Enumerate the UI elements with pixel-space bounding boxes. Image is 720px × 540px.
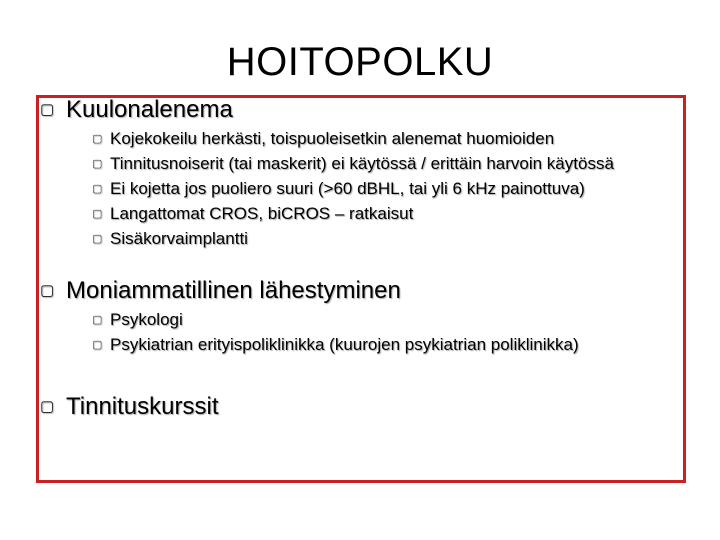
section-items-list [92, 309, 680, 356]
section-heading-tinnituskurssit [40, 393, 680, 421]
spacer [40, 359, 680, 393]
square-bullet-icon: ▢ [40, 282, 55, 299]
list-item-text: Sisäkorvaimplantti [110, 229, 248, 248]
list-item-text: Psykiatrian erityispoliklinikka (kuurojen psykiatrian poliklinikka) [110, 335, 579, 354]
section-heading-text: Moniammatillinen lähestyminen [66, 277, 401, 304]
square-bullet-icon: ▢ [92, 339, 103, 351]
section-heading-kuulonalenema [40, 96, 680, 124]
list-item [92, 178, 680, 200]
list-item-text: Kojekokeilu herkästi, toispuoleisetkin alenemat huomioiden [110, 129, 555, 148]
section-heading-text: Tinnituskurssit [66, 393, 219, 420]
square-bullet-icon: ▢ [92, 314, 103, 326]
square-bullet-icon: ▢ [92, 208, 103, 220]
list-item-text: Ei kojetta jos puoliero suuri (>60 dBHL, tai yli 6 kHz painottuva) [110, 179, 585, 198]
list-item [92, 203, 680, 225]
square-bullet-icon: ▢ [40, 398, 55, 415]
list-item [92, 309, 680, 331]
square-bullet-icon: ▢ [92, 183, 103, 195]
square-bullet-icon: ▢ [92, 233, 103, 245]
list-item [92, 128, 680, 150]
section-heading-moniammatillinen [40, 277, 680, 305]
section-heading-text: Kuulonalenema [66, 96, 233, 123]
square-bullet-icon: ▢ [40, 101, 55, 118]
square-bullet-icon: ▢ [92, 158, 103, 170]
list-item-text: Psykologi [110, 310, 183, 329]
list-item-text: Langattomat CROS, biCROS – ratkaisut [110, 204, 414, 223]
slide-title: HOITOPOLKU [226, 40, 494, 84]
bullet-content [40, 96, 680, 421]
list-item-text: Tinnitusnoiserit (tai maskerit) ei käytössä / erittäin harvoin käytössä [110, 154, 614, 173]
square-bullet-icon: ▢ [92, 133, 103, 145]
section-items-list [92, 128, 680, 250]
list-item [92, 153, 680, 175]
spacer [40, 253, 680, 277]
list-item [92, 228, 680, 250]
list-item [92, 334, 680, 356]
